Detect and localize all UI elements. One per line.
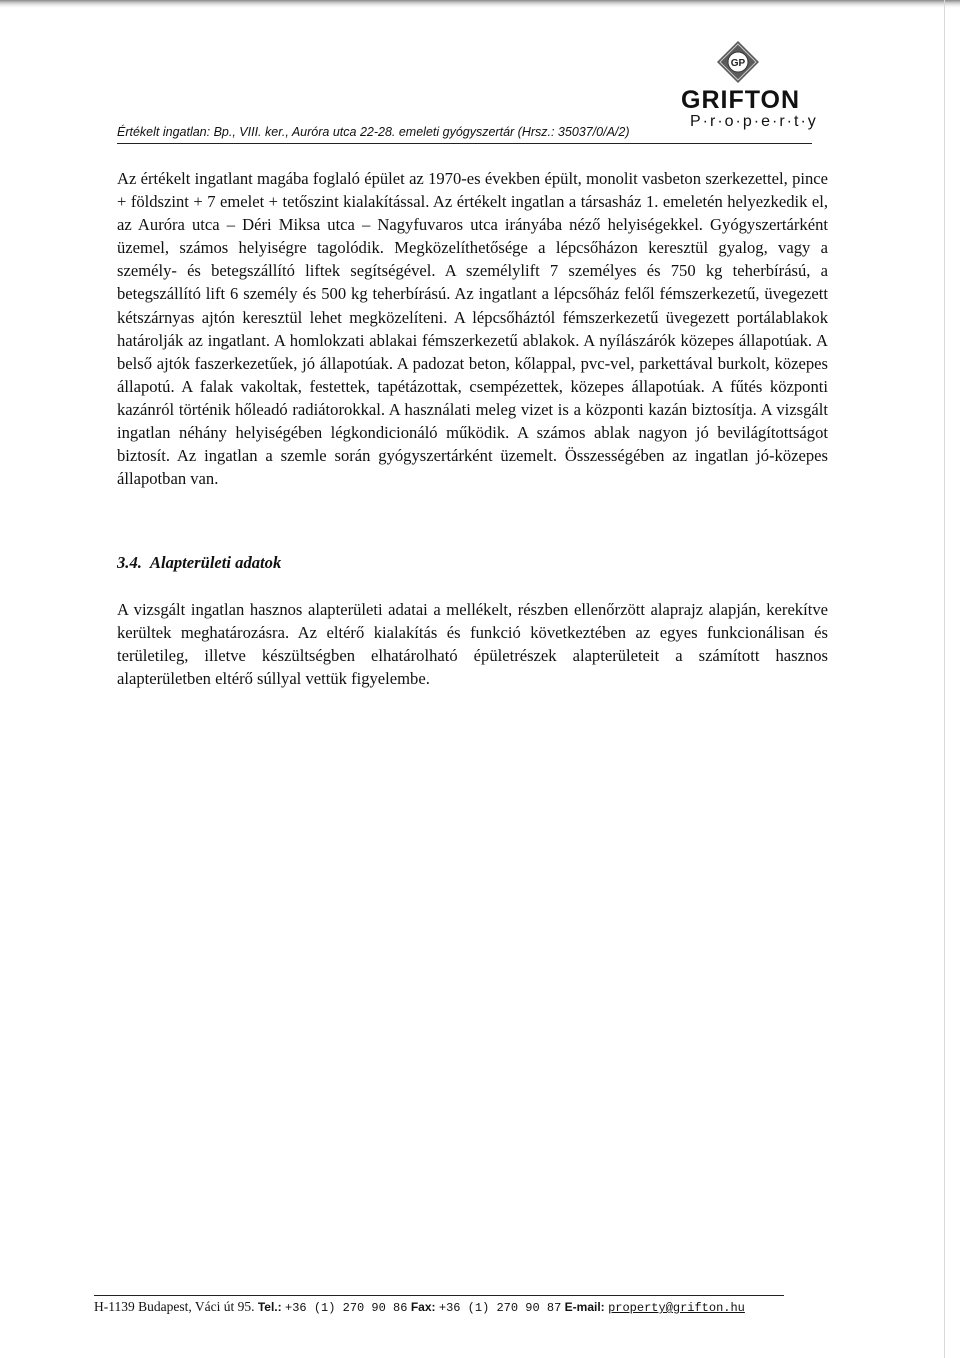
footer-email-label: E-mail: (564, 1300, 605, 1314)
footer-fax-label: Fax: (410, 1300, 436, 1314)
scan-edge (0, 0, 960, 8)
description-paragraph: Az értékelt ingatlant magába foglaló épület az 1970-es években épült, monolit vasbeton szerkezettel, pince + földszint + 7 emelet + tetőszint kialakítással. Az értékelt ingatlan a társasház 1. emeletén helyezkedik el, az Auróra utca – Déri Miksa utca – Nagyfuvaros utca irányába néző helyiségekkel. Gyógyszertárként üzemel, számos helyiségre tagolódik. Megközelíthetősége a lépcsőházon keresztül gyalog, vagy a személy- és betegszállító liftek segítségével. A személylift 7 személyes és 750 kg teherbírású, a betegszállító lift 6 személy és 500 kg teherbírású. Az ingatlant a lépcsőház felől fémszerkezetű, üvegezett kétszárnyas ajtón keresztül lehet megközelíteni. A lépcsőháztól fémszerkezetű üvegezett portálablakok határolják az ingatlant. A homlokzati ablakai fémszerkezetű ablakok. A nyílászárók közepes állapotúak. A belső ajtók faszerkezetűek, jó állapotúak. A padozat beton, kőlappal, pvc-vel, parkettával burkolt, közepes állapotú. A falak vakoltak, festettek, tapétázottak, csempézettek, közepes állapotúak. A fűtés központi kazánról történik hőleadó radiátorokkal. A használati meleg vizet is a központi kazán biztosítja. A vizsgált ingatlan néhány helyiségében légkondicionáló működik. A számos ablak nagyon jó bevilágítottságot biztosít. Az ingatlan a szemle során gyógyszertárként üzemelt. Összességében az ingatlan jó-közepes állapotban van. (117, 169, 828, 489)
brand-name: GRIFTON (681, 86, 801, 114)
page-edge (944, 0, 945, 1358)
section-title: Alapterületi adatok (149, 553, 282, 572)
footer (94, 1298, 814, 1317)
section-number: 3.4. (117, 553, 142, 572)
footer-email-link[interactable]: property@grifton.hu (608, 1301, 745, 1315)
header-divider (117, 143, 812, 144)
logo-letters: GP (730, 58, 746, 69)
footer-address: H-1139 Budapest, Váci út 95. (94, 1299, 255, 1314)
diamond-logo-icon (716, 40, 760, 84)
section-heading (117, 553, 517, 573)
brand-tagline: P·r·o·p·e·r·t·y (690, 113, 818, 130)
footer-divider (94, 1295, 784, 1296)
footer-tel-label: Tel.: (257, 1300, 282, 1314)
footer-fax: +36 (1) 270 90 87 (438, 1301, 562, 1315)
area-paragraph: A vizsgált ingatlan hasznos alapterületi adatai a mellékelt, részben ellenőrzött alaprajz alapján, kerekítve kerültek meghatározásra. Az eltérő kialakítás és funkció következtében az egyes funkcionálisan és területileg, illetve készültségben elhatárolható épületrészek alapterületeit a számított hasznos alapterületben eltérő súllyal vettük figyelembe. (117, 600, 828, 689)
header-reference: Értékelt ingatlan: Bp., VIII. ker., Auróra utca 22-28. emeleti gyógyszertár (Hrsz.: 35037/0/A/2) (117, 125, 630, 139)
footer-tel: +36 (1) 270 90 86 (285, 1301, 408, 1315)
